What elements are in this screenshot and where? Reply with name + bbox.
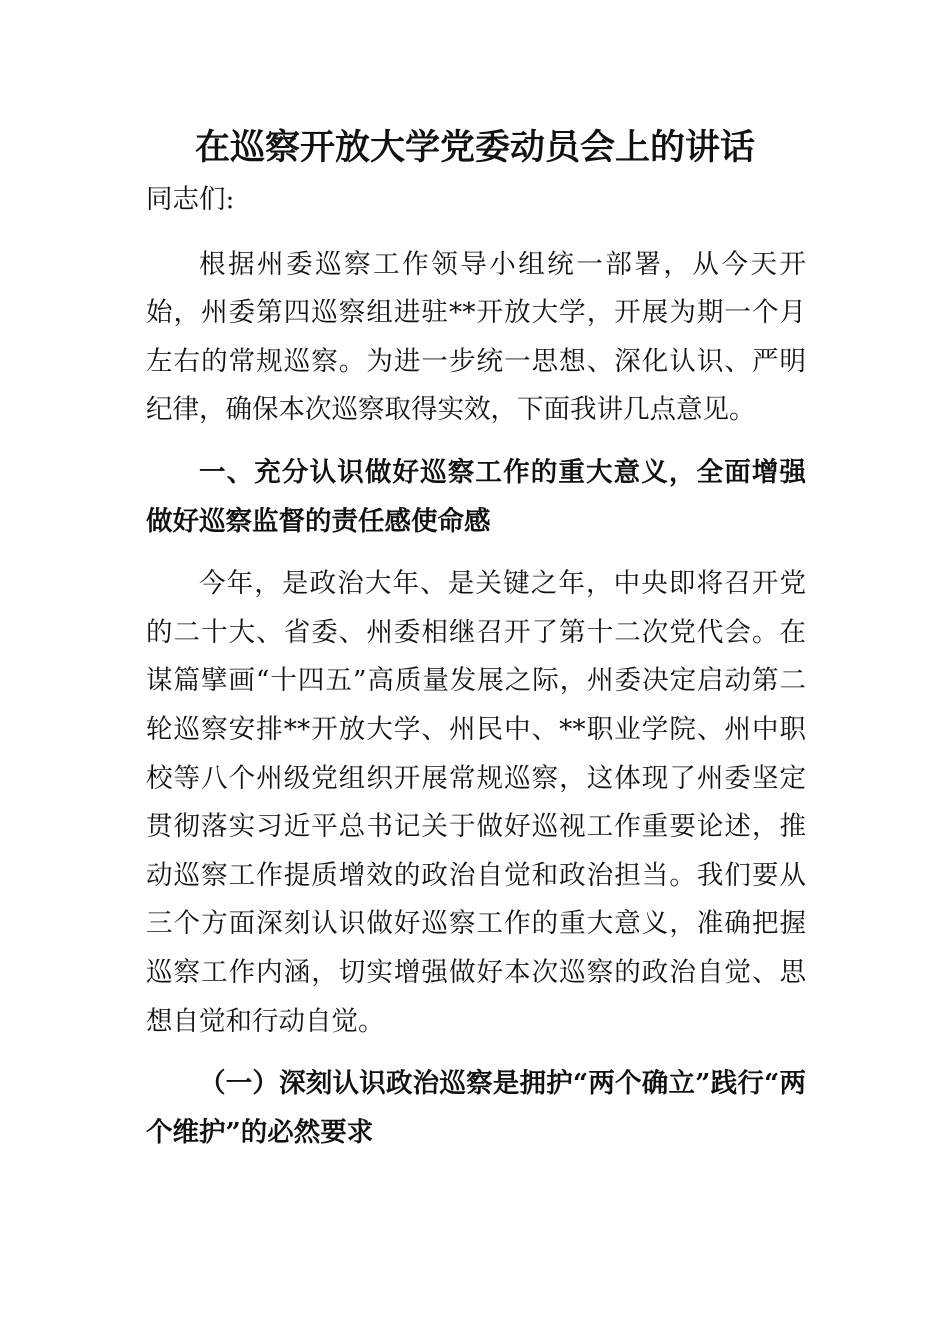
subsection-heading-1: （一）深刻认识政治巡察是拥护“两个确立”践行“两个维护”的必然要求 <box>146 1068 806 1148</box>
intro-paragraph: 根据州委巡察工作领导小组统一部署，从今天开始，州委第四巡察组进驻**开放大学，开展为期一个月左右的常规巡察。为进一步统一思想、深化认识、严明纪律，确保本次巡察取得实效，下面我讲几点意见。 <box>146 248 806 426</box>
document-title: 在巡察开放大学党委动员会上的讲话 <box>194 127 755 168</box>
greeting: 同志们: <box>146 184 235 215</box>
document-body <box>146 176 806 1171</box>
section-1-paragraph: 今年，是政治大年、是关键之年，中央即将召开党的二十大、省委、州委相继召开了第十二次党代会。在谋篇擘画“十四五”高质量发展之际，州委决定启动第二轮巡察安排**开放大学、州民中、**职业学院、州中职校等八个州级党组织开展常规巡察，这体现了州委坚定贯彻落实习近平总书记关于做好巡视工作重要论述，推动巡察工作提质增效的政治自觉和政治担当。我们要从三个方面深刻认识做好巡察工作的重大意义，准确把握巡察工作内涵，切实增强做好本次巡察的政治自觉、思想自觉和行动自觉。 <box>146 568 806 1037</box>
section-heading-1: 一、充分认识做好巡察工作的重大意义，全面增强做好巡察监督的责任感使命感 <box>146 456 806 537</box>
